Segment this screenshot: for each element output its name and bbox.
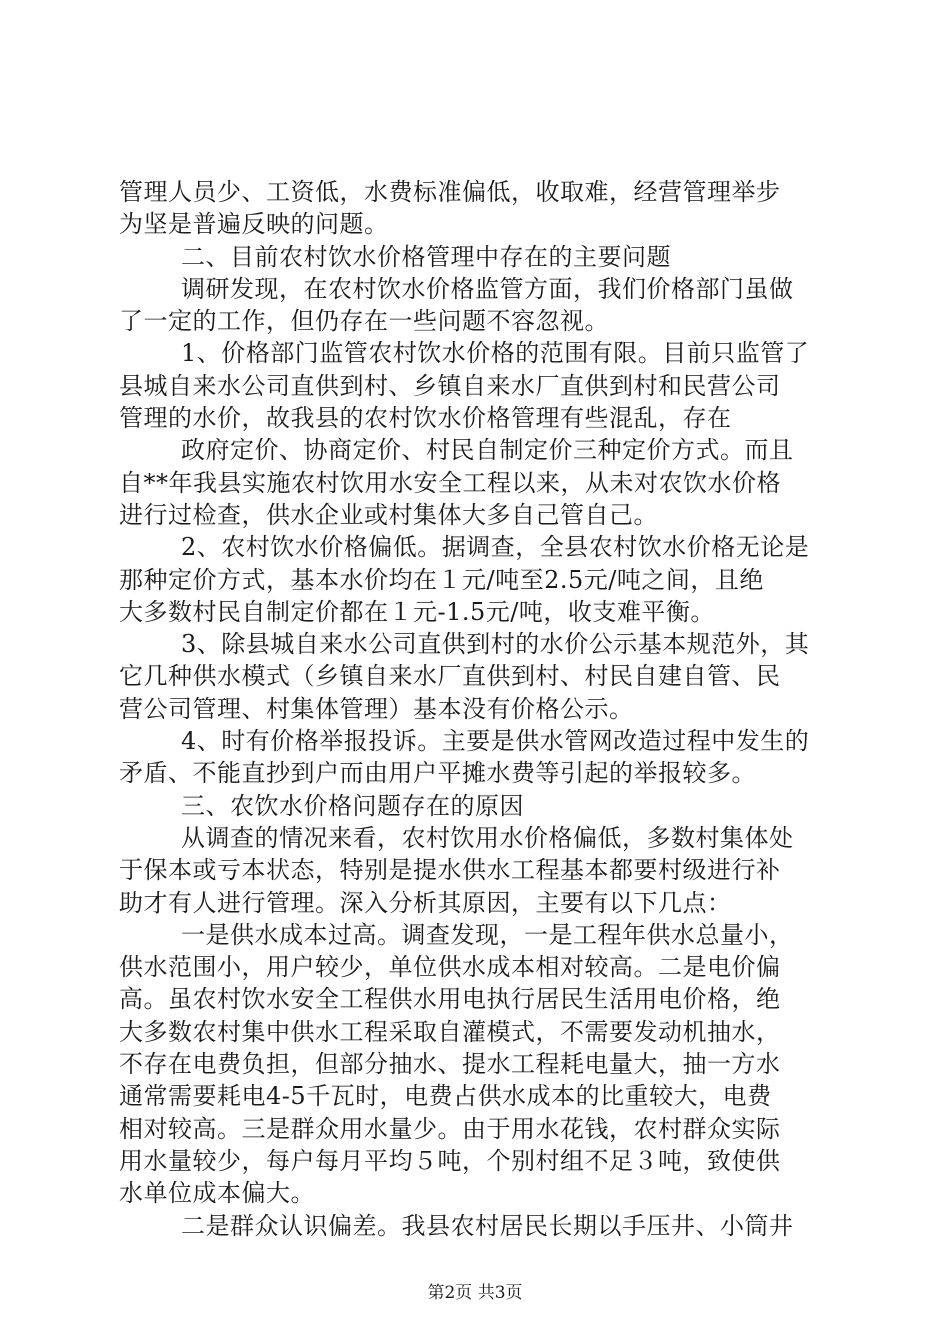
- text-line: 营公司管理、村集体管理）基本没有价格公示。: [119, 694, 634, 723]
- text-line: 三、农饮水价格问题存在的原因: [181, 791, 524, 820]
- text-line: 相对较高。三是群众用水量少。由于用水花钱，农村群众实际: [119, 1114, 781, 1143]
- document-body: [119, 176, 839, 1242]
- text-line: 4、时有价格举报投诉。主要是供水管网改造过程中发生的: [181, 727, 810, 756]
- text-line: 高。虽农村饮水安全工程供水用电执行居民生活用电价格，绝: [119, 985, 781, 1014]
- text-line: 供水范围小，用户较少，单位供水成本相对较高。二是电价偏: [119, 953, 781, 982]
- text-line: 那种定价方式，基本水价均在１元/吨至2.5元/吨之间，且绝: [119, 565, 764, 594]
- text-line: 政府定价、协商定价、村民自制定价三种定价方式。而且: [181, 436, 794, 465]
- text-line: 水单位成本偏大。: [119, 1179, 315, 1208]
- text-line: 用水量较少，每户每月平均５吨，个别村组不足３吨，致使供: [119, 1146, 781, 1175]
- text-line: 大多数村民自制定价都在１元-1.5元/吨，收支难平衡。: [119, 597, 715, 626]
- text-line: 二、目前农村饮水价格管理中存在的主要问题: [181, 242, 671, 271]
- text-line: 管理的水价，故我县的农村饮水价格管理有些混乱，存在: [119, 404, 732, 433]
- text-line: 调研发现，在农村饮水价格监管方面，我们价格部门虽做: [181, 274, 794, 303]
- text-line: 进行过检查，供水企业或村集体大多自己管自己。: [119, 500, 658, 529]
- text-line: 县城自来水公司直供到村、乡镇自来水厂直供到村和民营公司: [119, 371, 781, 400]
- text-line: 3、除县城自来水公司直供到村的水价公示基本规范外，其: [181, 630, 810, 659]
- text-line: 了一定的工作，但仍存在一些问题不容忽视。: [119, 307, 609, 336]
- text-line: 为坚是普遍反映的问题。: [119, 210, 389, 239]
- text-line: 它几种供水模式（乡镇自来水厂直供到村、村民自建自管、民: [119, 662, 781, 691]
- text-line: 从调查的情况来看，农村饮用水价格偏低，多数村集体处: [181, 823, 794, 852]
- text-line: 1、价格部门监管农村饮水价格的范围有限。目前只监管了: [181, 339, 810, 368]
- text-line: 管理人员少、工资低，水费标准偏低，收取难，经营管理举步: [119, 178, 781, 206]
- text-line: 二是群众认识偏差。我县农村居民长期以手压井、小筒井: [181, 1211, 794, 1240]
- text-line: 一是供水成本过高。调查发现，一是工程年供水总量小，: [181, 920, 794, 949]
- page-footer: 第2页 共3页: [427, 1283, 523, 1303]
- text-line: 自**年我县实施农村饮用水安全工程以来，从未对农饮水价格: [119, 468, 781, 497]
- text-line: 助才有人进行管理。深入分析其原因，主要有以下几点：: [119, 888, 732, 917]
- text-line: 大多数农村集中供水工程采取自灌模式，不需要发动机抽水，: [119, 1017, 781, 1046]
- text-line: 矛盾、不能直抄到户而由用户平摊水费等引起的举报较多。: [119, 759, 756, 788]
- text-line: 2、农村饮水价格偏低。据调查，全县农村饮水价格无论是: [181, 533, 810, 562]
- text-line: 不存在电费负担，但部分抽水、提水工程耗电量大，抽一方水: [119, 1050, 781, 1079]
- text-line: 通常需要耗电4-5千瓦时，电费占供水成本的比重较大，电费: [119, 1082, 772, 1111]
- text-line: 于保本或亏本状态，特别是提水供水工程基本都要村级进行补: [119, 856, 781, 885]
